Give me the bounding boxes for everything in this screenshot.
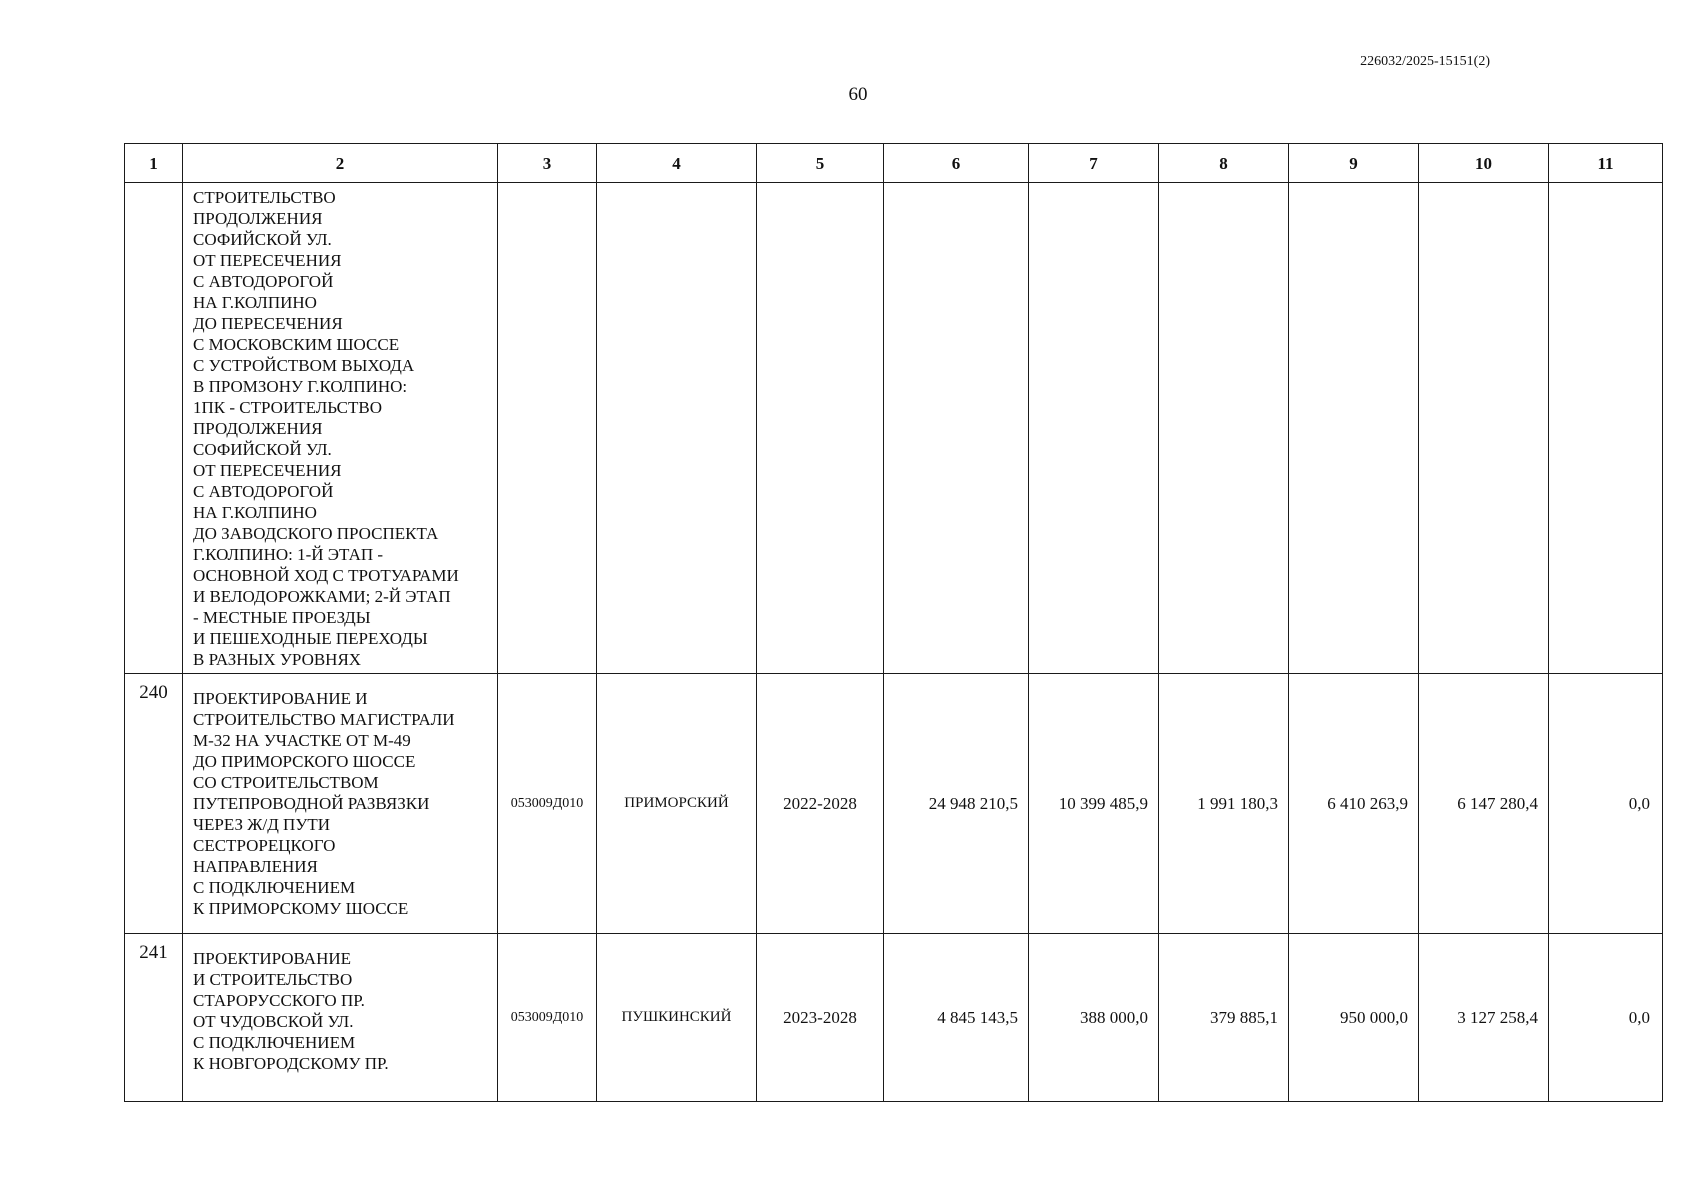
district-cell <box>597 183 757 674</box>
object-name-line: М-32 НА УЧАСТКЕ ОТ М-49 <box>193 731 411 750</box>
total-cell: 4 845 143,5 <box>884 934 1029 1102</box>
object-name-line: В РАЗНЫХ УРОВНЯХ <box>193 650 362 669</box>
period-cell <box>757 183 884 674</box>
object-name-line: ПУТЕПРОВОДНОЙ РАЗВЯЗКИ <box>193 794 430 813</box>
value-cell: 6 147 280,4 <box>1419 674 1549 934</box>
code-cell: 053009Д010 <box>498 934 597 1102</box>
object-name-line: СТРОИТЕЛЬСТВО <box>193 188 336 207</box>
object-name-line: ДО ЗАВОДСКОГО ПРОСПЕКТА <box>193 524 439 543</box>
row-number-cell <box>125 183 183 674</box>
object-name-line: СОФИЙСКОЙ УЛ. <box>193 440 332 459</box>
value-cell <box>1419 183 1549 674</box>
column-header: 8 <box>1159 144 1289 183</box>
object-name-line: СТАРОРУССКОГО ПР. <box>193 991 365 1010</box>
value-cell: 379 885,1 <box>1159 934 1289 1102</box>
district-cell: ПУШКИНСКИЙ <box>597 934 757 1102</box>
object-name-line: НА Г.КОЛПИНО <box>193 293 317 312</box>
column-header: 6 <box>884 144 1029 183</box>
code-cell <box>498 183 597 674</box>
object-name-line: И ВЕЛОДОРОЖКАМИ; 2-Й ЭТАП <box>193 587 451 606</box>
column-header: 5 <box>757 144 884 183</box>
column-header: 10 <box>1419 144 1549 183</box>
object-name-line: 1ПК - СТРОИТЕЛЬСТВО <box>193 398 382 417</box>
code-cell: 053009Д010 <box>498 674 597 934</box>
value-cell: 3 127 258,4 <box>1419 934 1549 1102</box>
object-name-line: ПРОДОЛЖЕНИЯ <box>193 209 323 228</box>
column-number-header-row <box>125 144 1663 183</box>
object-name-line: ЧЕРЕЗ Ж/Д ПУТИ <box>193 815 331 834</box>
object-name-line: НА Г.КОЛПИНО <box>193 503 317 522</box>
investment-program-table <box>124 143 1663 1102</box>
value-cell: 10 399 485,9 <box>1029 674 1159 934</box>
object-name-line: ПРОДОЛЖЕНИЯ <box>193 419 323 438</box>
object-name-line: С ПОДКЛЮЧЕНИЕМ <box>193 878 356 897</box>
object-name-line: И СТРОИТЕЛЬСТВО <box>193 970 353 989</box>
object-name-line: ДО ПРИМОРСКОГО ШОССЕ <box>193 752 416 771</box>
table-row <box>125 934 1663 1102</box>
object-name-line: С МОСКОВСКИМ ШОССЕ <box>193 335 400 354</box>
value-cell: 950 000,0 <box>1289 934 1419 1102</box>
column-header: 9 <box>1289 144 1419 183</box>
object-name-line: Г.КОЛПИНО: 1-Й ЭТАП - <box>193 545 384 564</box>
column-header: 4 <box>597 144 757 183</box>
value-cell <box>1289 183 1419 674</box>
object-name-line: С ПОДКЛЮЧЕНИЕМ <box>193 1033 356 1052</box>
district-cell: ПРИМОРСКИЙ <box>597 674 757 934</box>
column-header: 7 <box>1029 144 1159 183</box>
value-cell: 1 991 180,3 <box>1159 674 1289 934</box>
table-row-continuation <box>125 183 1663 674</box>
object-name-line: ПРОЕКТИРОВАНИЕ <box>193 949 352 968</box>
object-name-line: СО СТРОИТЕЛЬСТВОМ <box>193 773 379 792</box>
object-name-line: НАПРАВЛЕНИЯ <box>193 857 318 876</box>
table-row <box>125 674 1663 934</box>
column-header: 3 <box>498 144 597 183</box>
value-cell <box>1159 183 1289 674</box>
value-cell: 0,0 <box>1549 674 1663 934</box>
object-name-line: СТРОИТЕЛЬСТВО МАГИСТРАЛИ <box>193 710 455 729</box>
row-number-cell: 240 <box>125 674 183 934</box>
page-number: 60 <box>848 84 868 105</box>
object-name-line: - МЕСТНЫЕ ПРОЕЗДЫ <box>193 608 371 627</box>
object-name-line: ДО ПЕРЕСЕЧЕНИЯ <box>193 314 343 333</box>
object-name-line: СЕСТРОРЕЦКОГО <box>193 836 336 855</box>
object-name-line: ПРОЕКТИРОВАНИЕ И <box>193 689 368 708</box>
column-header: 11 <box>1549 144 1663 183</box>
row-number-cell: 241 <box>125 934 183 1102</box>
object-name-line: С АВТОДОРОГОЙ <box>193 482 334 501</box>
object-name-line: СОФИЙСКОЙ УЛ. <box>193 230 332 249</box>
object-name-line: ОТ ЧУДОВСКОЙ УЛ. <box>193 1012 354 1031</box>
object-name-line: К НОВГОРОДСКОМУ ПР. <box>193 1054 389 1073</box>
object-name-line: ОСНОВНОЙ ХОД С ТРОТУАРАМИ <box>193 566 459 585</box>
object-name-line: В ПРОМЗОНУ Г.КОЛПИНО: <box>193 377 408 396</box>
value-cell: 388 000,0 <box>1029 934 1159 1102</box>
value-cell <box>1549 183 1663 674</box>
period-cell: 2022-2028 <box>757 674 884 934</box>
column-header: 1 <box>125 144 183 183</box>
object-name-cell <box>183 183 498 674</box>
object-name-line: ОТ ПЕРЕСЕЧЕНИЯ <box>193 461 342 480</box>
period-cell: 2023-2028 <box>757 934 884 1102</box>
object-name-cell <box>183 674 498 934</box>
object-name-line: И ПЕШЕХОДНЫЕ ПЕРЕХОДЫ <box>193 629 428 648</box>
total-cell <box>884 183 1029 674</box>
object-name-cell <box>183 934 498 1102</box>
object-name-line: С УСТРОЙСТВОМ ВЫХОДА <box>193 356 415 375</box>
object-name-line: ОТ ПЕРЕСЕЧЕНИЯ <box>193 251 342 270</box>
document-registration-number: 226032/2025-15151(2) <box>1360 54 1490 69</box>
value-cell: 0,0 <box>1549 934 1663 1102</box>
value-cell <box>1029 183 1159 674</box>
object-name-line: К ПРИМОРСКОМУ ШОССЕ <box>193 899 409 918</box>
value-cell: 6 410 263,9 <box>1289 674 1419 934</box>
object-name-line: С АВТОДОРОГОЙ <box>193 272 334 291</box>
column-header: 2 <box>183 144 498 183</box>
total-cell: 24 948 210,5 <box>884 674 1029 934</box>
